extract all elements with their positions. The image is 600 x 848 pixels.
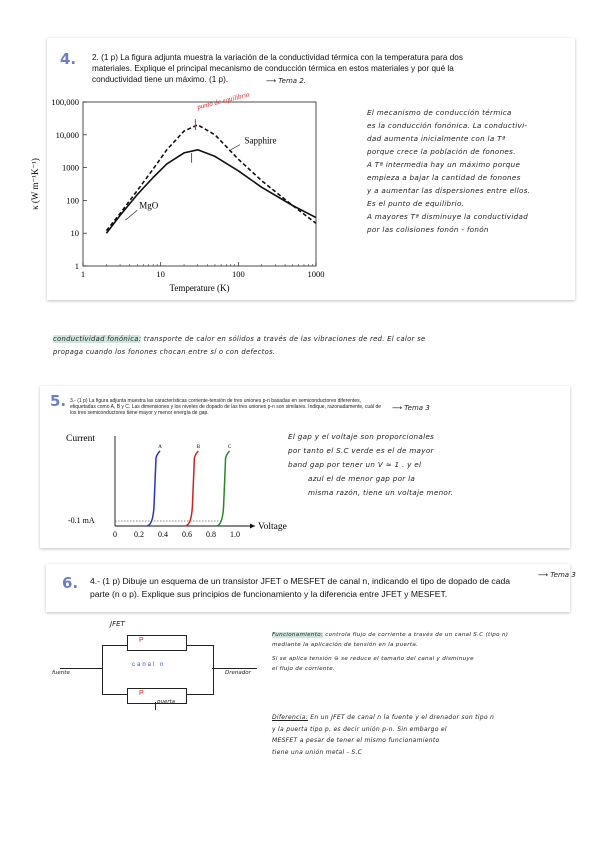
x-axis-label: Temperature (K)	[169, 283, 230, 293]
legend-mgo: MgO	[139, 200, 159, 211]
source-label: fuente	[52, 670, 70, 676]
y-tick-label: 10,000	[55, 129, 79, 140]
y-axis-label: κ (W m⁻¹K⁻¹)	[30, 158, 40, 210]
channel-label: canal n	[132, 662, 166, 668]
gate-label: puerta	[157, 699, 176, 705]
series-a-label: A	[158, 445, 162, 450]
x-tick-label: 1000	[307, 269, 325, 279]
x-tick-label: 1.0	[230, 530, 240, 539]
gate-top-region	[127, 635, 187, 651]
x-tick-label: 0.8	[206, 530, 216, 539]
x-tick-label: 0	[113, 530, 117, 539]
phonon-conduction-note	[53, 333, 573, 359]
answer-line: y a aumentar las dispersiones entre ellos.	[367, 186, 531, 195]
y-axis-label: Current	[66, 434, 96, 444]
question-4-number: 4.	[60, 50, 77, 68]
answer-line: misma razón, tiene un voltaje menor.	[308, 488, 454, 497]
function-line: el flujo de corriente.	[272, 666, 336, 672]
question-6-number: 6.	[62, 574, 79, 592]
question-6-tema: ⟶ Tema 3	[538, 571, 576, 579]
answer-line: El gap y el voltaje son proporcionales	[288, 432, 435, 441]
question-5-answer	[288, 430, 503, 500]
difference-line: y la puerta tipo p, es decir unión p-n. Sin embargo el	[272, 725, 447, 733]
gate-wire	[155, 702, 156, 710]
question-4-tema: ⟶ Tema 2.	[266, 77, 306, 85]
note-label: conductividad fonónica:	[53, 335, 142, 343]
iv-characteristics-chart	[60, 426, 290, 546]
answer-line: porque crece la población de fonones.	[367, 147, 516, 156]
function-label: Funcionamiento:	[272, 632, 324, 638]
difference-line: En un JFET de canal n la fuente y el drenador son tipo n	[310, 714, 495, 721]
mgo-leader	[125, 210, 137, 220]
x-tick-label: 0.6	[182, 530, 192, 539]
difference-label: Diferencia:	[272, 714, 309, 721]
gate-bottom-doping: P	[139, 690, 144, 697]
x-axis-arrow	[250, 524, 255, 529]
question-5-text: 3.- (1 p) La figura adjunta muestra las características corriente-tensión de tres uniones p-n basadas en semiconductores diferentes, etiquetadas como A, B y C. Las dimensiones y los niveles de dopado de las tres uniones p-n son similares. Indique, razonadamente, cuál de los tres semiconductores tiene mayor y menor energía de gap.	[70, 398, 382, 417]
answer-line: por tanto el S.C verde es el de mayor	[288, 446, 434, 455]
answer-line: empieza a bajar la cantidad de fonones	[367, 173, 521, 182]
function-line: mediante la aplicación de tensión en la puerta.	[272, 642, 419, 648]
difference-line: tiene una unión metal - S.C	[272, 748, 363, 756]
series-c-label: C	[227, 445, 232, 450]
series-c-curve	[217, 451, 230, 526]
note-line: transporte de calor en sólidos a través de las vibraciones de red. El calor se	[143, 335, 426, 343]
y-tick-label: 100,000	[51, 97, 79, 107]
series-b-label: B	[196, 445, 201, 450]
y-tick-label: 100	[66, 195, 79, 206]
gate-top-doping: P	[139, 637, 144, 644]
answer-line: Es el punto de equilibrio.	[367, 199, 465, 208]
series-mgo-line	[106, 150, 316, 233]
question-4-text: 2. (1 p) La figura adjunta muestra la variación de la conductividad térmica con la temperatura para dos materiales. Explique el principal mecanismo de conducción térmica en estos materiales y por qué la conductividad tiene un máximo. (1 p).	[92, 53, 463, 84]
source-wire	[60, 668, 102, 669]
y-tick-label: 1	[74, 261, 79, 271]
drain-label: Drenador	[225, 670, 251, 676]
note-line: propaga cuando los fonones chocan entre sí o con defectos.	[53, 348, 276, 356]
drain-wire	[212, 668, 257, 669]
answer-line: por las colisiones fonón - fonón	[367, 225, 489, 234]
jfet-diagram	[52, 620, 265, 710]
y-tick-label: 10	[70, 228, 79, 239]
x-tick-label: 10	[156, 269, 165, 279]
x-tick-label: 1	[80, 269, 86, 279]
thermal-conductivity-chart	[16, 90, 325, 304]
function-line: Si se aplica tensión ⊖ se reduce el tamaño del canal y disminuye	[272, 656, 474, 662]
series-a-curve	[147, 451, 160, 526]
answer-line: dad aumenta inicialmente con la Tª	[367, 134, 506, 143]
annotation-equilibrium: punto de equilibrio	[196, 90, 251, 112]
legend-sapphire: Sapphire	[244, 135, 277, 146]
question-5-tema: ⟶ Tema 3	[392, 404, 430, 412]
function-line: controla flujo de corriente a través de un canal S.C (tipo n)	[325, 632, 509, 638]
x-tick-label: 0.2	[134, 530, 144, 539]
answer-line: A Tª intermedia hay un máximo porque	[367, 160, 521, 169]
answer-line: es la conducción fonónica. La conductivi-	[367, 121, 528, 130]
series-b-curve	[185, 451, 198, 526]
question-6-text: 4.- (1 p) Dibuje un esquema de un transistor JFET o MESFET de canal n, indicando el tipo de dopado de cada parte (n o p). Explique sus principios de funcionamiento y la diferencia entre JFET y MESFET.	[90, 576, 511, 599]
x-tick-label: 100	[231, 269, 245, 279]
answer-line: A mayores Tª disminuye la conductividad	[367, 212, 529, 221]
question-4-answer	[367, 106, 577, 236]
difference-line: MESFET a pesar de tener el mismo funcionamiento	[272, 737, 440, 744]
jfet-title: JFET	[110, 620, 125, 628]
question-5-number: 5.	[50, 392, 67, 410]
x-axis-label: Voltage	[258, 522, 287, 532]
sapphire-leader	[231, 145, 240, 150]
series-sapphire-line	[106, 125, 316, 231]
answer-line: band gap por tener un V ≈ 1 . y el	[288, 460, 422, 469]
difference-explanation	[272, 712, 572, 758]
answer-line: azul el de menor gap por la	[308, 474, 416, 483]
threshold-label: -0.1 mA	[68, 516, 95, 525]
function-explanation	[272, 630, 572, 674]
answer-line: El mecanismo de conducción térmica	[367, 108, 512, 117]
x-tick-label: 0.4	[158, 530, 168, 539]
y-tick-label: 1000	[62, 162, 79, 173]
